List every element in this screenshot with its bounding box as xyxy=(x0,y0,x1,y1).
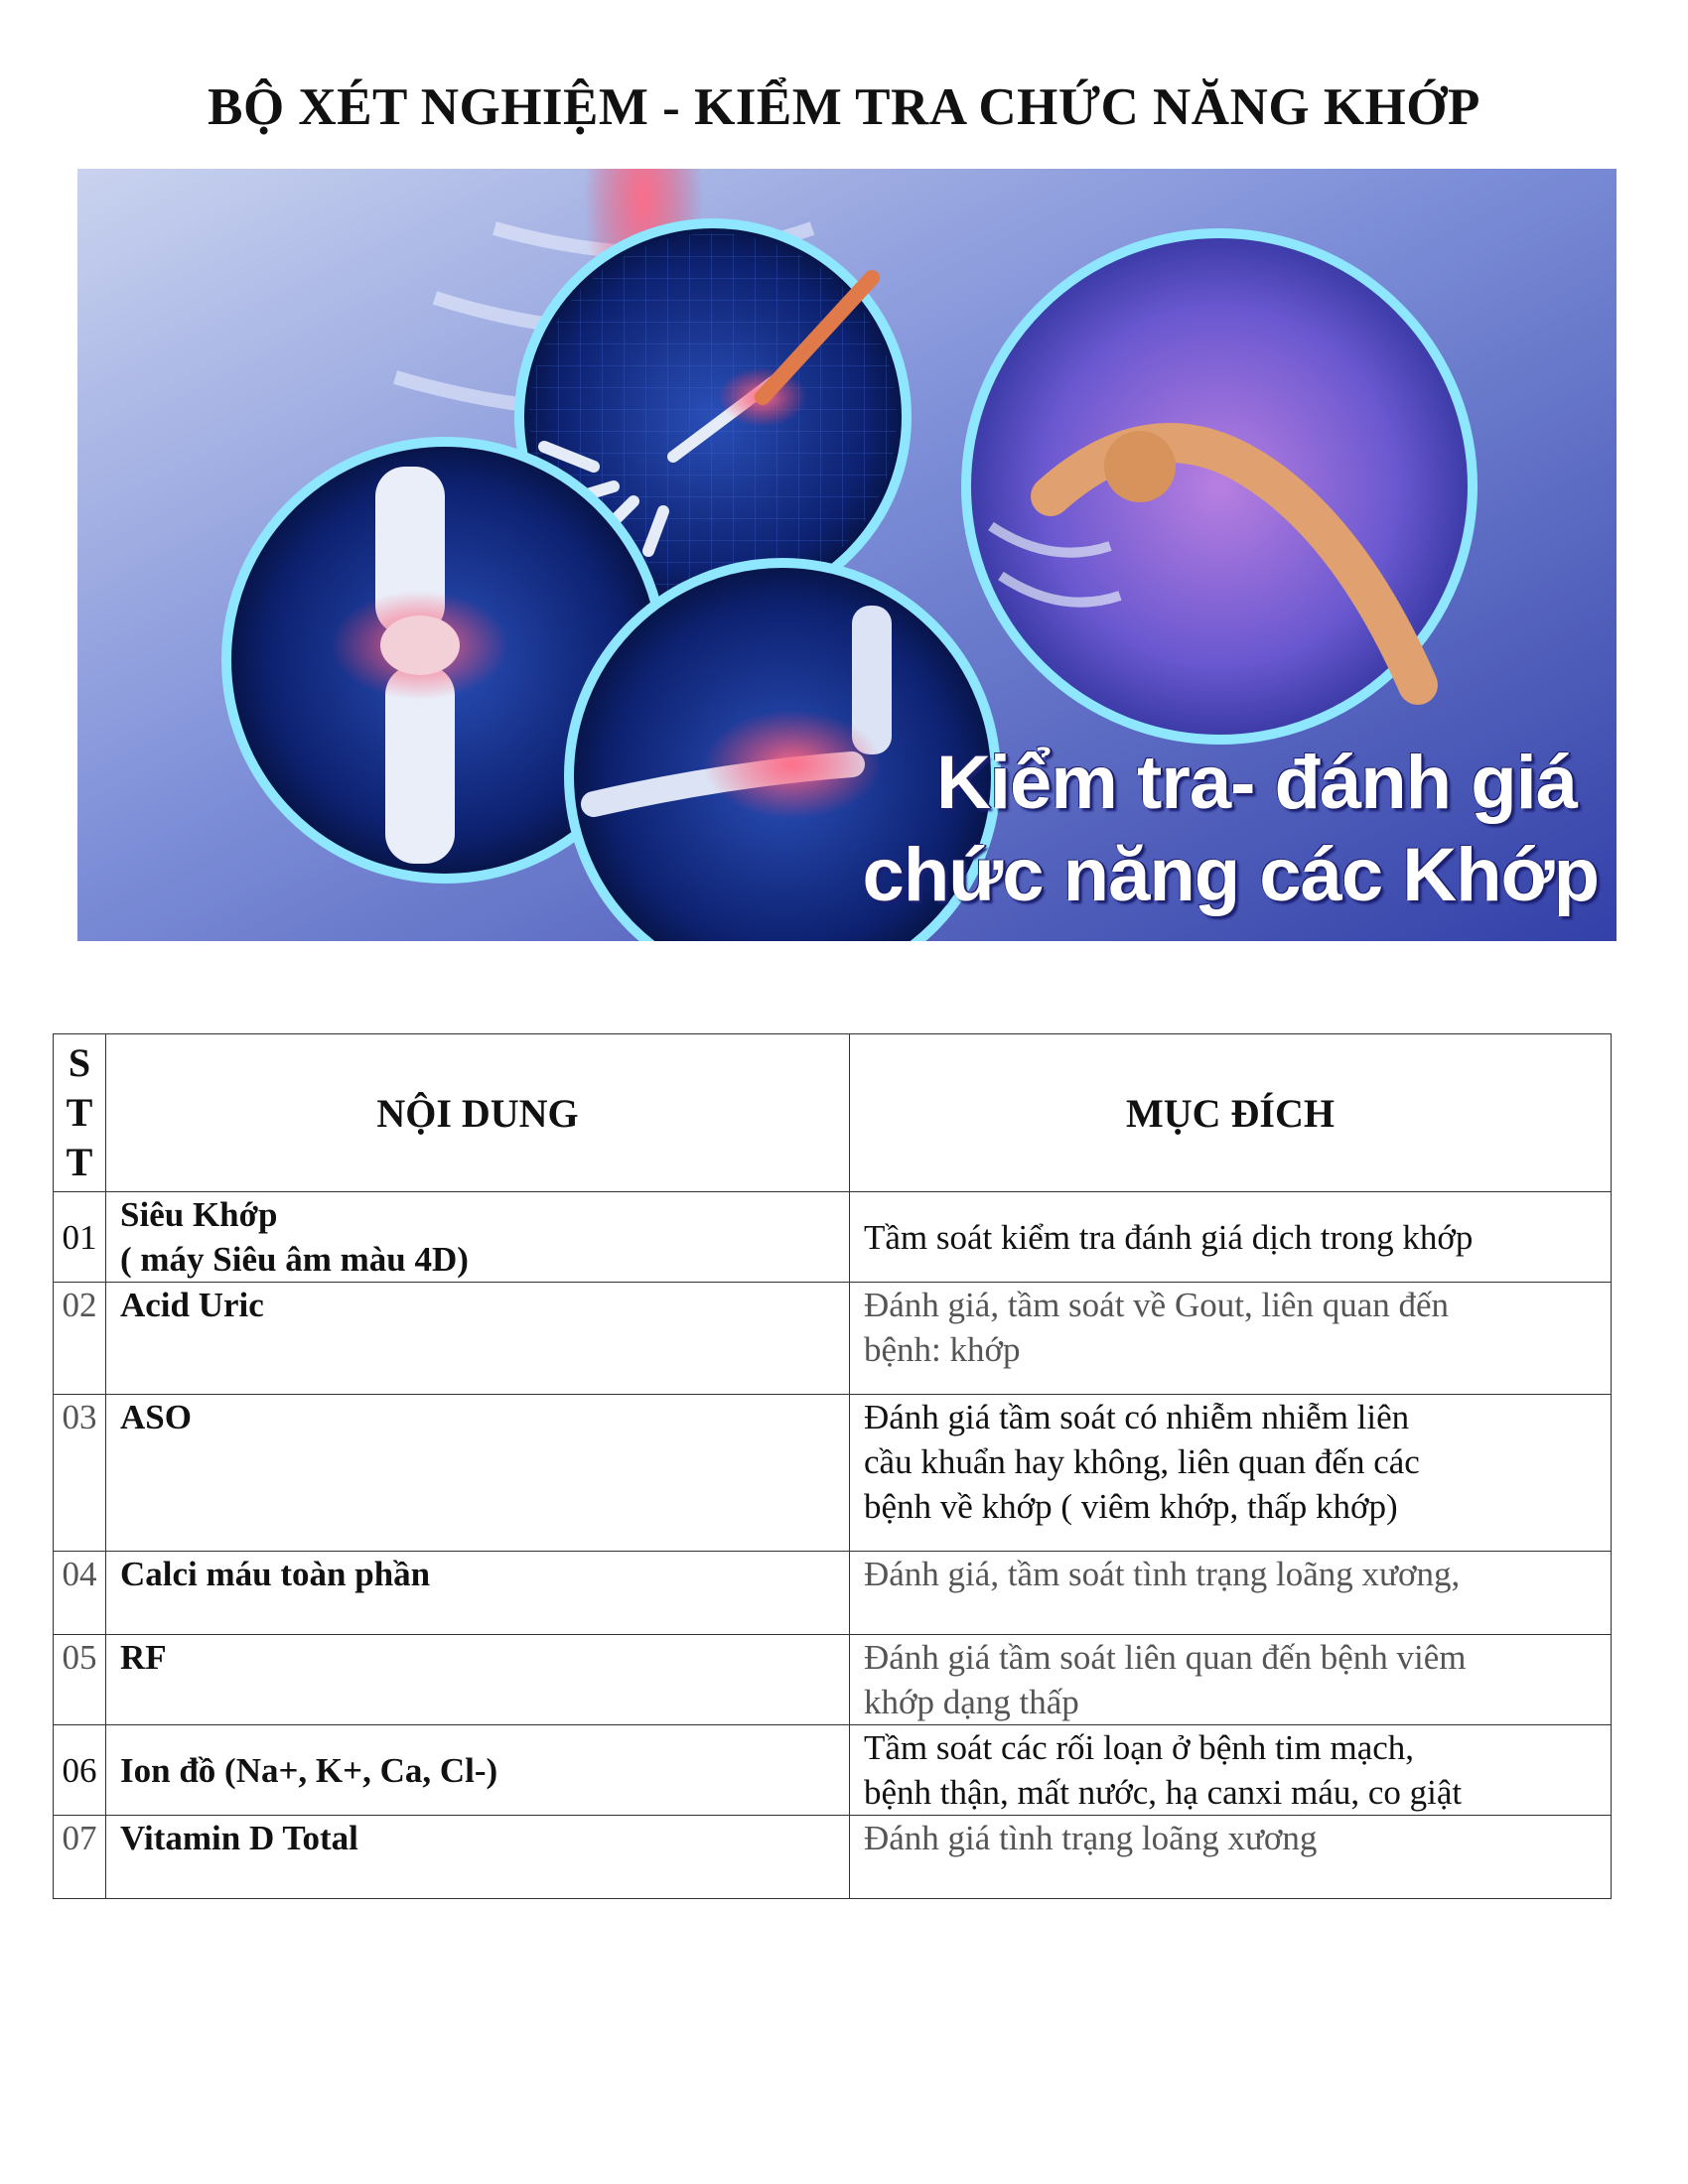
row-muc-dich xyxy=(850,1283,1612,1395)
header-stt-letter: T xyxy=(66,1140,93,1184)
row-muc-dich xyxy=(850,1725,1612,1816)
banner-caption-line1: Kiểm tra- đánh giá xyxy=(936,741,1577,825)
row-noi-dung: Calci máu toàn phần xyxy=(106,1552,850,1635)
row-muc-dich-line: Tầm soát các rối loạn ở bệnh tim mạch, xyxy=(864,1728,1415,1767)
row-muc-dich-line: Đánh giá, tầm soát về Gout, liên quan đến xyxy=(864,1286,1450,1324)
row-muc-dich: Đánh giá, tầm soát tình trạng loãng xương, xyxy=(850,1552,1612,1635)
row-muc-dich: Đánh giá tình trạng loãng xương xyxy=(850,1816,1612,1899)
header-stt xyxy=(54,1034,106,1192)
banner-caption-line2: chức năng các Khớp xyxy=(862,833,1599,917)
table-row xyxy=(54,1283,1612,1395)
row-muc-dich-line: bệnh thận, mất nước, hạ canxi máu, co giật xyxy=(864,1773,1463,1812)
row-muc-dich-line: bệnh: khớp xyxy=(864,1330,1021,1369)
row-noi-dung: ASO xyxy=(106,1395,850,1552)
row-muc-dich xyxy=(850,1635,1612,1725)
row-noi-dung xyxy=(106,1192,850,1283)
table-row xyxy=(54,1816,1612,1899)
table-row xyxy=(54,1635,1612,1725)
row-muc-dich-line: khớp dạng thấp xyxy=(864,1683,1079,1721)
table-row xyxy=(54,1552,1612,1635)
row-stt: 07 xyxy=(54,1816,106,1899)
row-stt: 02 xyxy=(54,1283,106,1395)
shoulder-joint-circle xyxy=(966,233,1473,740)
test-table xyxy=(53,1033,1612,1899)
header-noi-dung: NỘI DUNG xyxy=(106,1034,850,1192)
row-muc-dich: Tầm soát kiểm tra đánh giá dịch trong khớp xyxy=(850,1192,1612,1283)
row-muc-dich-line: Đánh giá tầm soát có nhiễm nhiễm liên xyxy=(864,1398,1410,1436)
table-row xyxy=(54,1395,1612,1552)
row-muc-dich-line: cầu khuẩn hay không, liên quan đến các xyxy=(864,1442,1420,1481)
joint-banner-image xyxy=(77,169,1617,941)
header-muc-dich: MỤC ĐÍCH xyxy=(850,1034,1612,1192)
page-title: BỘ XÉT NGHIỆM - KIỂM TRA CHỨC NĂNG KHỚP xyxy=(208,78,1480,136)
row-noi-dung: RF xyxy=(106,1635,850,1725)
table-row xyxy=(54,1192,1612,1283)
row-stt: 06 xyxy=(54,1725,106,1816)
header-stt-letter: S xyxy=(68,1040,91,1085)
row-noi-dung-line: Siêu Khớp xyxy=(120,1195,278,1234)
row-stt: 05 xyxy=(54,1635,106,1725)
header-stt-letter: T xyxy=(66,1090,93,1135)
row-noi-dung: Vitamin D Total xyxy=(106,1816,850,1899)
row-noi-dung-line: ( máy Siêu âm màu 4D) xyxy=(120,1240,469,1279)
row-stt: 03 xyxy=(54,1395,106,1552)
row-noi-dung: Acid Uric xyxy=(106,1283,850,1395)
table-row xyxy=(54,1725,1612,1816)
row-muc-dich-line: bệnh về khớp ( viêm khớp, thấp khớp) xyxy=(864,1487,1398,1526)
row-stt: 04 xyxy=(54,1552,106,1635)
row-muc-dich-line: Đánh giá tầm soát liên quan đến bệnh viêm xyxy=(864,1638,1467,1677)
table-header-row xyxy=(54,1034,1612,1192)
row-muc-dich xyxy=(850,1395,1612,1552)
row-stt: 01 xyxy=(54,1192,106,1283)
row-noi-dung: Ion đồ (Na+, K+, Ca, Cl-) xyxy=(106,1725,850,1816)
